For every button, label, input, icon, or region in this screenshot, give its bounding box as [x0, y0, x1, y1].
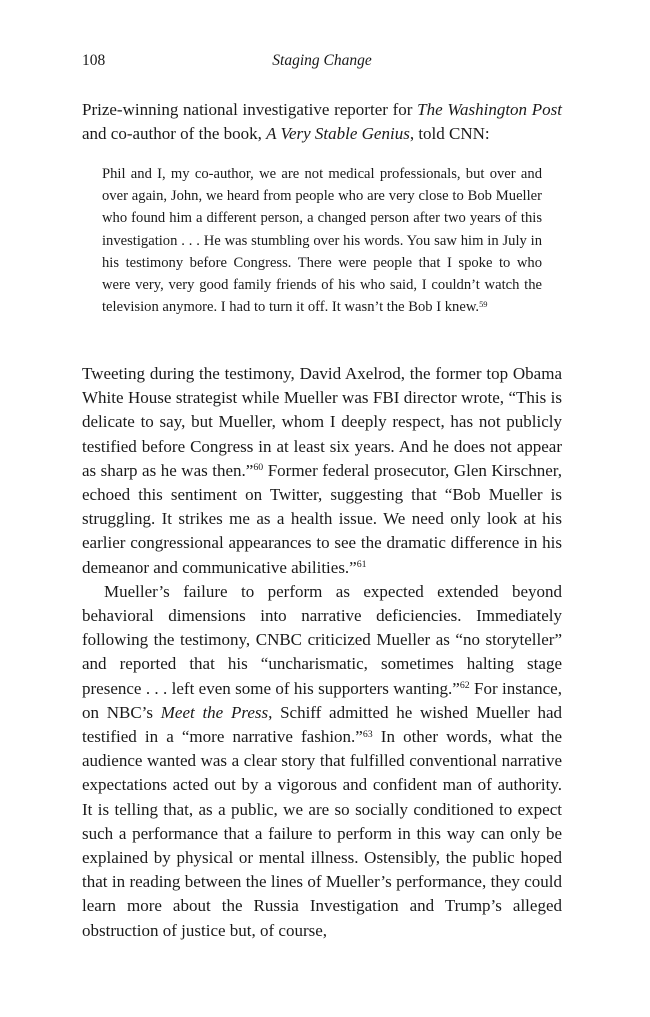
- footnote-ref: 62: [459, 680, 470, 692]
- intro-paragraph: [82, 98, 562, 146]
- paragraph-1: [82, 362, 562, 580]
- running-title: Staging Change: [272, 52, 372, 69]
- quote-text: Phil and I, my co-author, we are not medical professionals, but over and over again, John, we heard from people who are very close to Bob Mueller who found him a different person, a changed person after two years of this investigation . . . He was stumbling over his words. You saw him in July in his testimony before Congress. There were people that I spoke to who were very, very good family friends of his who said, I couldn’t watch the television anymore. I had to turn it off. It wasn’t the Bob I knew.: [102, 166, 542, 316]
- running-head: [82, 52, 562, 72]
- page-number: 108: [82, 52, 106, 69]
- intro-text: Prize-winning national investigative reporter for: [82, 100, 418, 119]
- footnote-ref: 63: [362, 728, 373, 740]
- footnote-ref: 61: [356, 559, 367, 571]
- footnote-ref: 59: [479, 298, 488, 309]
- paragraph-text: For instance, on NBC’s: [82, 678, 562, 722]
- intro-text: , told CNN:: [409, 124, 490, 144]
- paragraph-text: Former federal prosecutor, Glen Kirschner, echoed this sentiment on Twitter, suggesting that “Bob Mueller is struggling. It strikes me as a health issue. We need only look at his earlier congressional appearances to see the dramatic difference in his demeanor and communicative abilities.”: [82, 460, 562, 577]
- footnote-ref: 60: [253, 462, 264, 474]
- intro-text: and co-author of the book,: [82, 124, 267, 144]
- publication-title: The Washington Post: [417, 100, 562, 119]
- paragraph-text: In other words, what the audience wanted was a clear story that fulfilled conventional narrative expectations acted out by a vigorous and confident man of authority. It is telling that, as a public, we are so socially conditioned to expect such a performance that a failure to perform in this way can only be explained by physical or mental illness. Ostensibly, the public hoped that in reading between the lines of Mueller’s performance, they could learn more about the Russia Investigation and Trump’s alleged obstruction of justice but, of course,: [82, 727, 562, 940]
- show-title: Meet the Press: [160, 702, 269, 722]
- main-body: [82, 362, 562, 943]
- paragraph-text: Mueller’s failure to perform as expected extended beyond behavioral dimensions into narrative deficiencies. Immediately following the testimony, CNBC criticized Mueller as “no storyteller” and reported that his “uncharismatic, sometimes halting stage presence . . . left even some of his supporters wanting.”: [82, 581, 562, 698]
- paragraph-2: [82, 580, 562, 943]
- block-quote: [102, 163, 542, 318]
- paragraph-text: , Schiff admitted he wished Mueller had testified in a “more narrative fashion.”: [82, 702, 562, 747]
- paragraph-text: Tweeting during the testimony, David Axelrod, the former top Obama White House strategist while Mueller was FBI director wrote, “This is delicate to say, but Mueller, whom I deeply respect, has not publicly testified before Congress in at least six years. And he does not appear as sharp as he was then.”: [82, 364, 562, 480]
- book-title: A Very Stable Genius: [266, 124, 410, 144]
